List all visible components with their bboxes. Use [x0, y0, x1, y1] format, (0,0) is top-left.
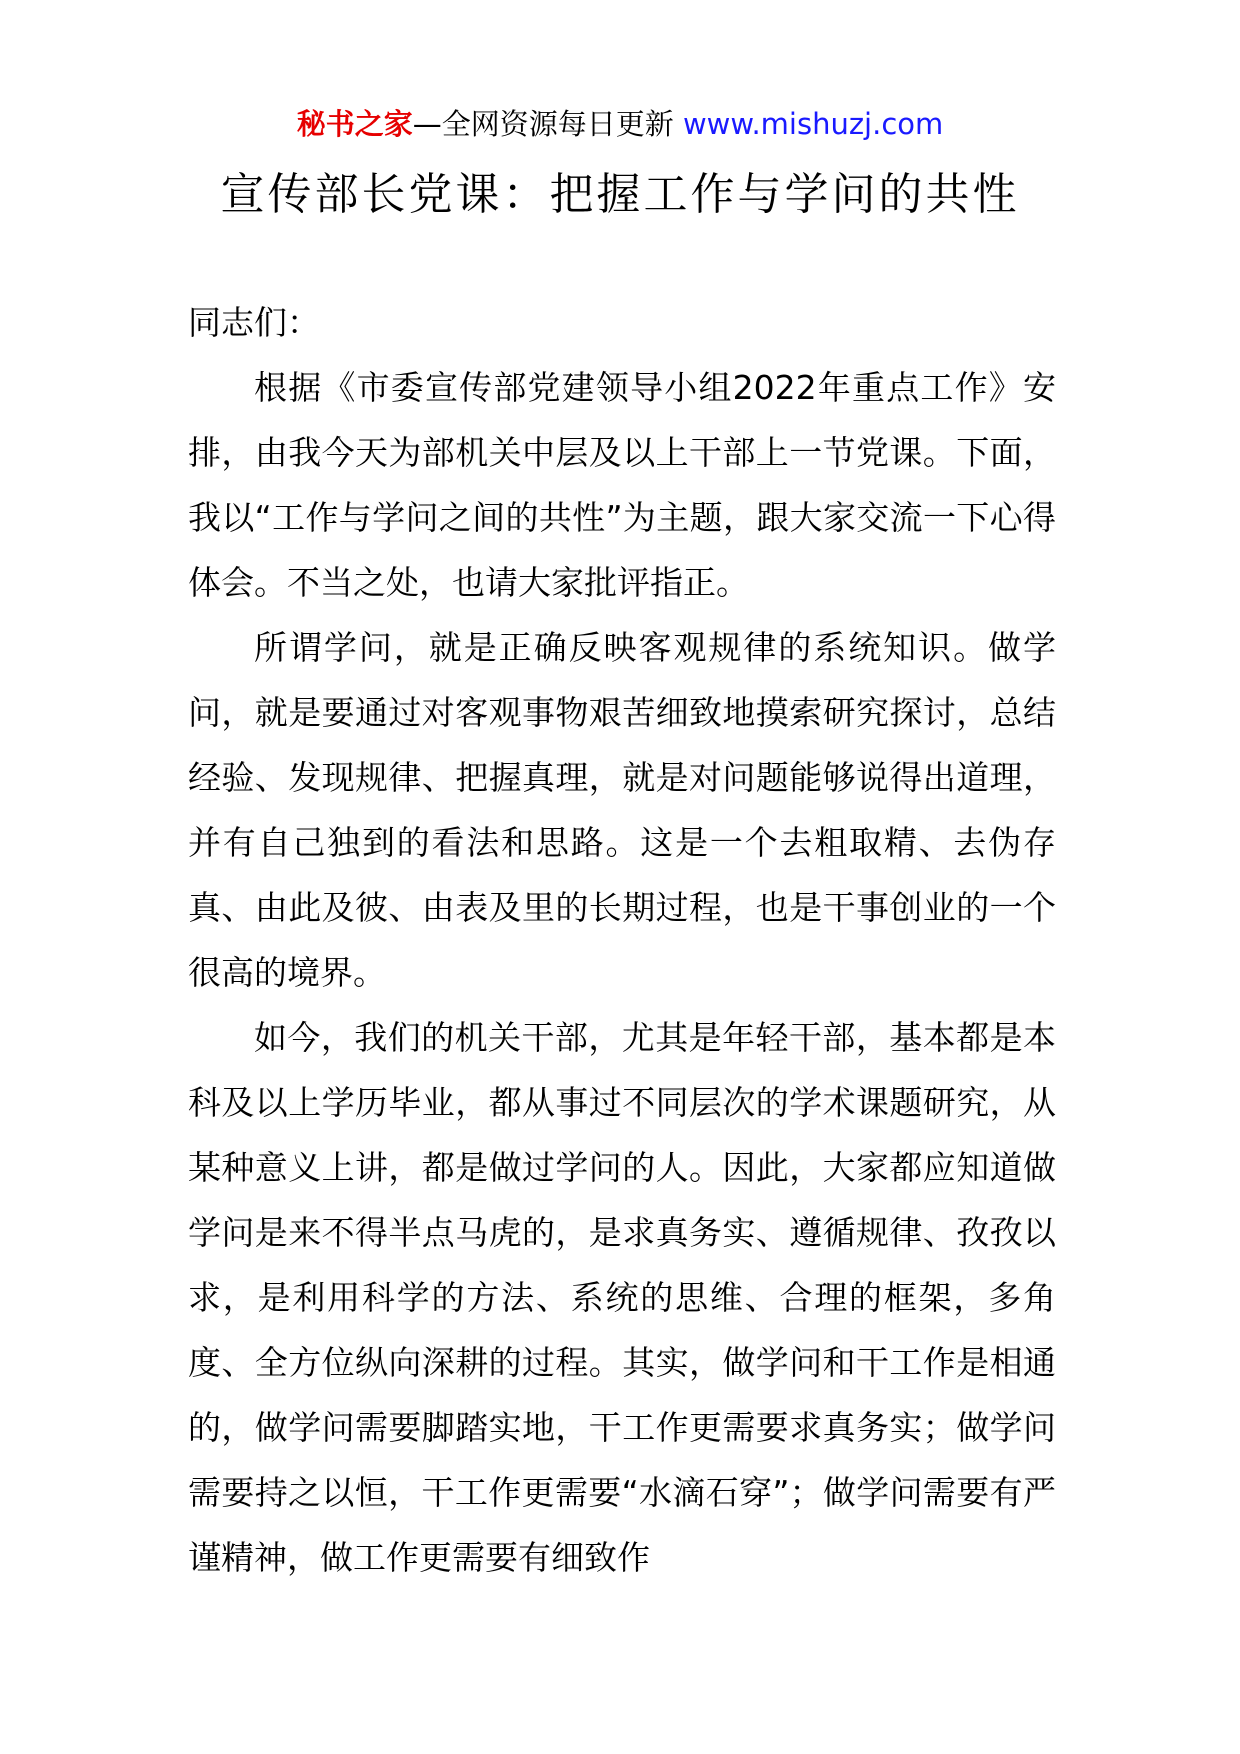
salutation: 同志们： [188, 303, 320, 342]
site-header [0, 104, 1240, 144]
paragraph-3: 如今，我们的机关干部，尤其是年轻干部，基本都是本科及以上学历毕业，都从事过不同层次的学术课题研究，从某种意义上讲，都是做过学问的人。因此，大家都应知道做学问是来不得半点马虎的，是求真务实、遵循规律、孜孜以求，是利用科学的方法、系统的思维、合理的框架，多角度、全方位纵向深耕的过程。其实，做学问和干工作是相通的，做学问需要脚踏实地，干工作更需要求真务实；做学问需要持之以恒，干工作更需要“水滴石穿”；做学问需要有严谨精神，做工作更需要有细致作 [188, 1018, 1056, 1577]
document-title: 宣传部长党课：把握工作与学问的共性 [220, 169, 1020, 220]
document-body [188, 290, 1056, 1590]
brand-name: 秘书之家 [296, 107, 413, 141]
site-url-link[interactable]: www.mishuzj.com [682, 107, 944, 141]
paragraph-2: 所谓学问，就是正确反映客观规律的系统知识。做学问，就是要通过对客观事物艰苦细致地摸索研究探讨，总结经验、发现规律、把握真理，就是对问题能够说得出道理，并有自己独到的看法和思路。这是一个去粗取精、去伪存真、由此及彼、由表及里的长期过程，也是干事创业的一个很高的境界。 [188, 628, 1056, 992]
paragraph-1: 根据《市委宣传部党建领导小组2022年重点工作》安排，由我今天为部机关中层及以上干部上一节党课。下面，我以“工作与学问之间的共性”为主题，跟大家交流一下心得体会。不当之处，也请大家批评指正。 [188, 368, 1056, 602]
header-tagline: —全网资源每日更新 [412, 107, 674, 141]
